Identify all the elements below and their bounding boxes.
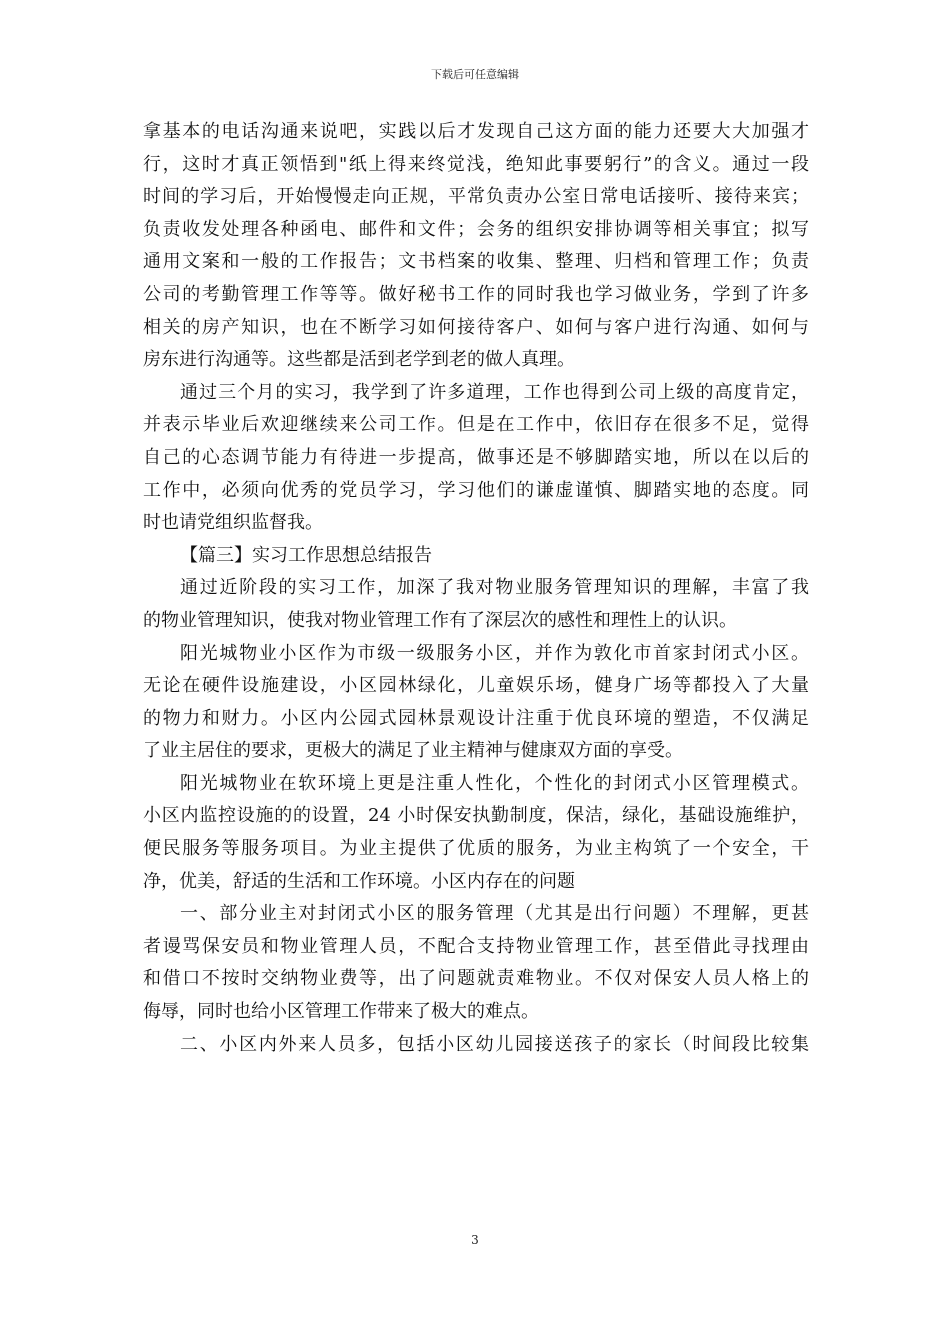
page-header: 下载后可任意编辑 bbox=[431, 68, 519, 81]
text-line: 拿基本的电话沟通来说吧，实践以后才发现自己这方面的能力还要大大加强才 bbox=[143, 121, 809, 142]
page-number: 3 bbox=[471, 1233, 479, 1247]
body-text bbox=[143, 116, 809, 1061]
text-line: 无论在硬件设施建设，小区园林绿化，儿童娱乐场，健身广场等都投入了大量 bbox=[143, 675, 809, 697]
text-line: 通过三个月的实习，我学到了许多道理，工作也得到公司上级的高度肯定， bbox=[180, 381, 809, 403]
text-line: 自己的心态调节能力有待进一步提高，做事还是不够脚踏实地，所以在以后的 bbox=[143, 446, 809, 468]
text-line: 者谩骂保安员和物业管理人员，不配合支持物业管理工作，甚至借此寻找理由 bbox=[143, 935, 809, 957]
text-line: 阳光城物业在软环境上更是注重人性化，个性化的封闭式小区管理模式。 bbox=[180, 772, 809, 794]
text-line: 的物业管理知识，使我对物业管理工作有了深层次的感性和理性上的认识。 bbox=[143, 609, 737, 631]
text-line: 并表示毕业后欢迎继续来公司工作。但是在工作中，依旧存在很多不足，觉得 bbox=[143, 414, 809, 436]
text-line: 房东进行沟通等。这些都是活到老学到老的做人真理。 bbox=[143, 349, 575, 371]
text-line: 侮辱，同时也给小区管理工作带来了极大的难点。 bbox=[143, 1001, 539, 1023]
text-line: 了业主居住的要求，更极大的满足了业主精神与健康双方面的享受。 bbox=[143, 740, 683, 762]
text-line: 负责收发处理各种函电、邮件和文件；会务的组织安排协调等相关事宜；拟写 bbox=[143, 218, 809, 240]
text-line: 阳光城物业小区作为市级一级服务小区，并作为敦化市首家封闭式小区。 bbox=[180, 642, 809, 664]
text-line: 【篇三】实习工作思想总结报告 bbox=[180, 544, 432, 566]
text-line: 行，这时才真正领悟到"纸上得来终觉浅，绝知此事要躬行”的含义。通过一段 bbox=[143, 153, 809, 175]
text-line: 二、小区内外来人员多，包括小区幼儿园接送孩子的家长（时间段比较集 bbox=[180, 1033, 809, 1055]
text-line: 时间的学习后，开始慢慢走向正规，平常负责办公室日常电话接听、接待来宾； bbox=[143, 186, 809, 208]
text-line: 便民服务等服务项目。为业主提供了优质的服务，为业主构筑了一个安全，干 bbox=[143, 838, 809, 860]
text-line: 小区内监控设施的的设置，24 小时保安执勤制度，保洁，绿化，基础设施维护， bbox=[143, 805, 809, 827]
text-line: 时也请党组织监督我。 bbox=[143, 512, 323, 534]
text-line: 通过近阶段的实习工作，加深了我对物业服务管理知识的理解，丰富了我 bbox=[180, 577, 809, 599]
text-line: 公司的考勤管理工作等等。做好秘书工作的同时我也学习做业务，学到了许多 bbox=[143, 283, 809, 305]
text-line: 净，优美，舒适的生活和工作环境。小区内存在的问题 bbox=[143, 870, 575, 892]
text-line: 工作中，必须向优秀的党员学习，学习他们的谦虚谨慎、脚踏实地的态度。同 bbox=[143, 479, 809, 501]
text-line: 的物力和财力。小区内公园式园林景观设计注重于优良环境的塑造，不仅满足 bbox=[143, 707, 809, 729]
text-line: 一、部分业主对封闭式小区的服务管理（尤其是出行问题）不理解，更甚 bbox=[180, 903, 809, 925]
text-line: 通用文案和一般的工作报告；文书档案的收集、整理、归档和管理工作；负责 bbox=[143, 251, 809, 273]
text-line: 相关的房产知识，也在不断学习如何接待客户、如何与客户进行沟通、如何与 bbox=[143, 316, 809, 338]
text-line: 和借口不按时交纳物业费等，出了问题就责难物业。不仅对保安人员人格上的 bbox=[143, 968, 809, 990]
